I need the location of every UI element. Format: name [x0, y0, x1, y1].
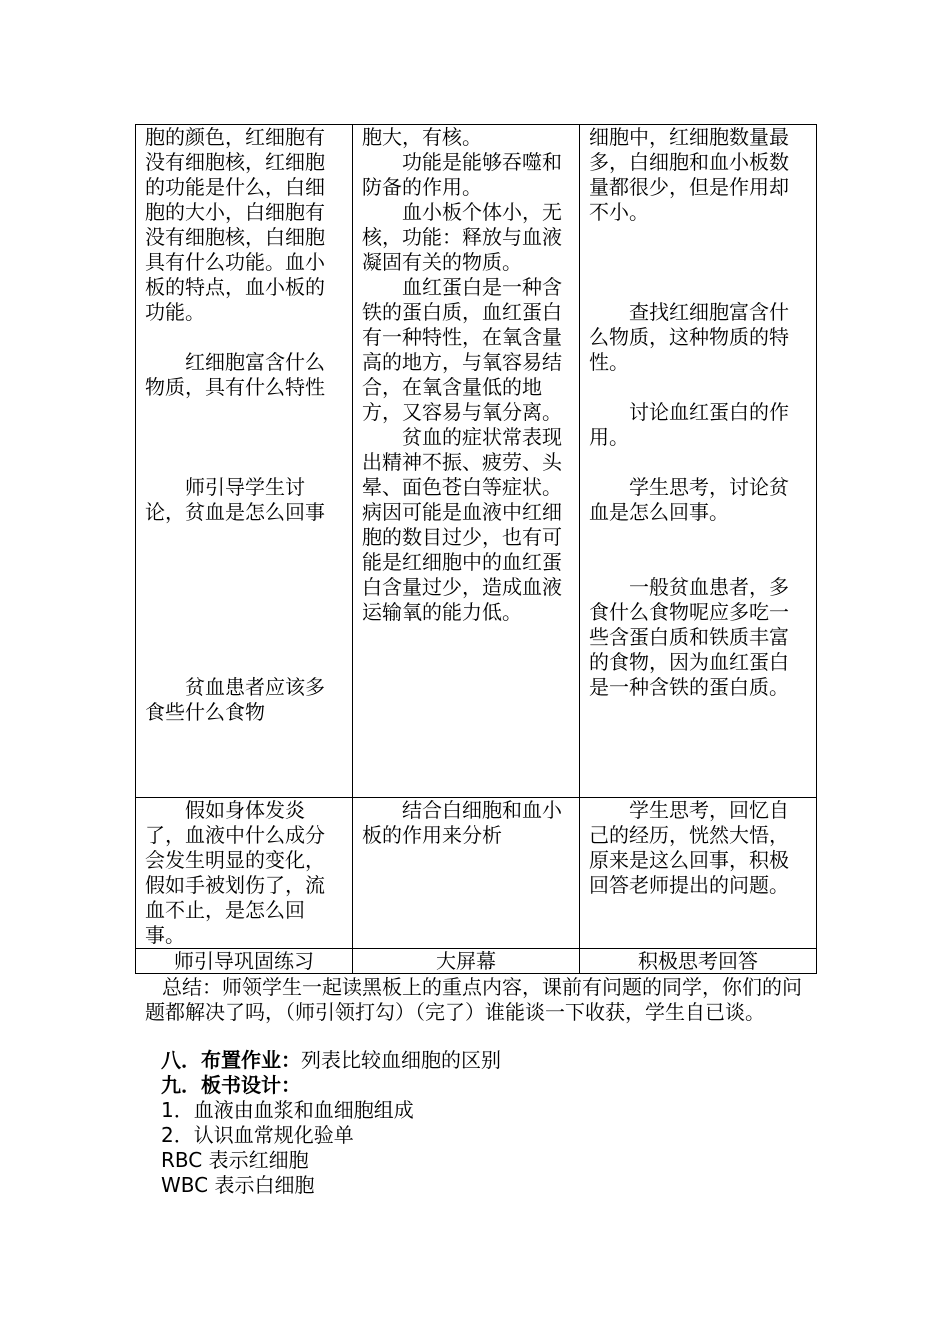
board-line: RBC 表示红细胞	[161, 1148, 309, 1172]
blank-line	[145, 525, 344, 550]
summary-paragraph: 总结：师领学生一起读黑板上的重点内容，课前有问题的同学，你们的问题都解决了吗，（师引领打勾）（完了）谁能谈一下收获，学生自已谈。	[145, 975, 802, 1024]
cell-paragraph: 血红蛋白是一种含铁的蛋白质，血红蛋白有一种特性，在氧含量高的地方，与氧容易结合，在氧含量低的地方，又容易与氧分离。	[362, 275, 562, 424]
cell-paragraph: 讨论血红蛋白的作用。	[589, 400, 789, 449]
cell-paragraph: 红细胞富含什么物质，具有什么特性	[145, 350, 325, 399]
cell-paragraph: 贫血的症状常表现出精神不振、疲劳、头晕、面色苍白等症状。病因可能是血液中红细胞的数目过少，也有可能是红细胞中的血红蛋白含量过少，造成血液运输氧的能力低。	[362, 425, 562, 624]
cell-text: 结合白细胞和血小板的作用来分析	[362, 798, 562, 847]
table-row	[136, 798, 817, 949]
student-activity-cell: 积极思考回答	[580, 949, 817, 974]
blank-line	[145, 325, 344, 350]
blank-line	[145, 425, 344, 450]
homework-text: 列表比较血细胞的区别	[301, 1048, 501, 1072]
content-cell	[353, 125, 580, 798]
homework-heading: 八．布置作业：	[161, 1048, 301, 1072]
teacher-activity-cell	[136, 125, 353, 798]
cell-paragraph: 师引导学生讨论，贫血是怎么回事	[145, 475, 325, 524]
content-cell	[353, 798, 580, 949]
homework-line	[161, 1048, 501, 1073]
board-line: 2．认识血常规化验单	[161, 1123, 354, 1147]
student-activity-cell	[580, 798, 817, 949]
cell-text: 假如身体发炎了，血液中什么成分会发生明显的变化，假如手被划伤了，流血不止，是怎么回事。	[145, 798, 325, 947]
table-row	[136, 125, 817, 798]
board-design-heading: 九．板书设计：	[161, 1073, 301, 1097]
blank-line	[589, 550, 808, 575]
cell-paragraph: 一般贫血患者，多食什么食物呢应多吃一些含蛋白质和铁质丰富的食物，因为血红蛋白是一种含铁的蛋白质。	[589, 575, 789, 699]
blank-line	[145, 625, 344, 650]
blank-line	[589, 275, 808, 300]
blank-line	[589, 250, 808, 275]
blank-line	[145, 450, 344, 475]
cell-text: 学生思考，回忆自己的经历，恍然大悟，原来是这么回事，积极回答老师提出的问题。	[589, 798, 789, 897]
cell-paragraph: 血小板个体小，无核，功能：释放与血液凝固有关的物质。	[362, 200, 562, 274]
teacher-activity-cell	[136, 798, 353, 949]
cell-paragraph: 细胞中，红细胞数量最多，白细胞和血小板数量都很少，但是作用却不小。	[589, 125, 789, 224]
cell-paragraph: 查找红细胞富含什么物质，这种物质的特性。	[589, 300, 789, 374]
blank-line	[589, 450, 808, 475]
cell-paragraph: 学生思考，讨论贫血是怎么回事。	[589, 475, 789, 524]
board-line: WBC 表示白细胞	[161, 1173, 315, 1197]
blank-line	[145, 575, 344, 600]
board-line: 1．血液由血浆和血细胞组成	[161, 1098, 414, 1122]
teacher-activity-cell: 师引导巩固练习	[136, 949, 353, 974]
content-cell: 大屏幕	[353, 949, 580, 974]
blank-line	[589, 525, 808, 550]
blank-line	[145, 550, 344, 575]
lesson-table	[135, 124, 817, 974]
student-activity-cell	[580, 125, 817, 798]
blank-line	[145, 650, 344, 675]
blank-line	[589, 375, 808, 400]
blank-line	[145, 600, 344, 625]
cell-paragraph: 贫血患者应该多食些什么食物	[145, 675, 325, 724]
blank-line	[589, 225, 808, 250]
blank-line	[145, 400, 344, 425]
cell-paragraph: 功能是能够吞噬和防备的作用。	[362, 150, 562, 199]
cell-paragraph: 胞的颜色，红细胞有没有细胞核，红细胞的功能是什么，白细胞的大小，白细胞有没有细胞核，白细胞具有什么功能。血小板的特点，血小板的功能。	[145, 125, 325, 324]
table-row	[136, 949, 817, 974]
cell-paragraph: 胞大，有核。	[362, 125, 482, 149]
